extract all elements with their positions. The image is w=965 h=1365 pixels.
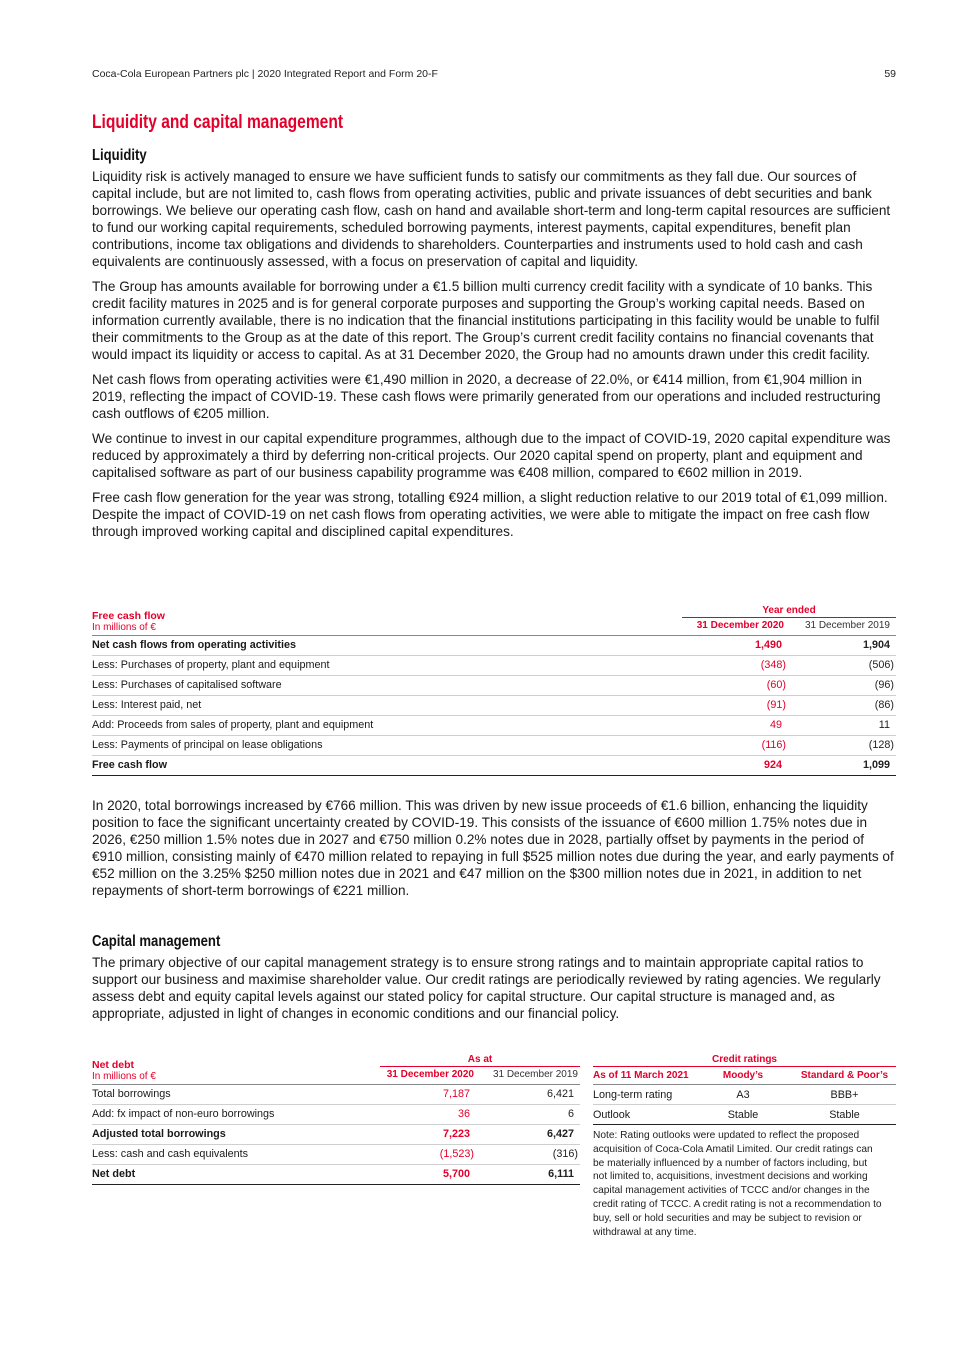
liquidity-paragraph: Liquidity risk is actively managed to ensure we have sufficient funds to satisfy our commitments as they fall due. Our sources of capital include, but are not limited to, cash flows from operating activities, public and private issuances of debt securities and bank borrowings. We believe our operating cash flow, cash on hand and available short-term and long-term capital resources are sufficient to fund our working capital requirements, scheduled borrowing payments, interest payments, capital expenditures, benefit plan contributions, income tax obligations and dividends to shareholders. Counterparties and instruments used to hold cash and cash equivalents are continuously assessed, with a focus on preservation of capital and liquidity. xyxy=(92,169,891,269)
liquidity-heading: Liquidity xyxy=(92,147,147,164)
credit-col-date: As of 11 March 2021 xyxy=(593,1069,689,1081)
fcf-table-title: Free cash flow xyxy=(92,609,165,622)
liquidity-paragraph: The Group has amounts available for borrowing under a €1.5 billion multi currency credit facility with a syndicate of 10 banks. This credit facility matures in 2025 and is for general corporate purposes and supporting the Group’s working capital needs. Based on information currently available, there is no indication that the financial institutions participating in this facility would be unable to fulfil their commitments to the Group as at the date of this report. The Group’s current credit facility contains no financial covenants that would impact its liquidity or access to capital. As at 31 December 2020, the Group had no amounts drawn under this credit facility. xyxy=(92,279,880,362)
net-debt-title: Net debt xyxy=(92,1058,134,1071)
credit-ratings-title: Credit ratings xyxy=(593,1052,896,1067)
table-row: Outlook Stable Stable xyxy=(593,1105,896,1125)
net-debt-col-2020: 31 December 2020 xyxy=(386,1068,474,1080)
table-row: Net debt 5,700 6,111 xyxy=(92,1164,580,1184)
net-debt-period-label: As at xyxy=(380,1052,580,1067)
net-debt-col-2019: 31 December 2019 xyxy=(492,1068,578,1080)
borrowings-section xyxy=(92,797,896,907)
table-row: Adjusted total borrowings 7,223 6,427 xyxy=(92,1124,580,1144)
free-cash-flow-table xyxy=(92,603,896,776)
table-row: Long-term rating A3 BBB+ xyxy=(593,1085,896,1105)
fcf-period-label: Year ended xyxy=(682,603,896,618)
liquidity-section xyxy=(92,147,896,548)
table-row: Total borrowings 7,187 6,421 xyxy=(92,1084,580,1104)
table-row: Net cash flows from operating activities 1,490 1,904 xyxy=(92,635,896,655)
net-debt-unit: In millions of € xyxy=(92,1070,156,1082)
table-row: Less: Interest paid, net (91) (86) xyxy=(92,695,896,715)
borrowings-paragraph: In 2020, total borrowings increased by €766 million. This was driven by new issue proceeds of €1.6 billion, enhancing the liquidity position to face the significant uncertainty created by COVID-19. This consists of the issuance of €600 million 1.75% notes due in 2026, €250 million 1.5% notes due in 2027 and €750 million 0.2% notes due in 2028, partially offset by payments in the period of €910 million, consisting mainly of €470 million related to repaying in full $525 million notes due during the year, and early payments of €52 million on the 3.25% $250 million notes due in 2021 and €47 million on the $300 million notes due in 2021, in addition to net repayments of short-term borrowings of €221 million. xyxy=(92,798,894,898)
table-row: Add: Proceeds from sales of property, plant and equipment 49 11 xyxy=(92,715,896,735)
table-row: Free cash flow 924 1,099 xyxy=(92,755,896,775)
table-row: Less: Payments of principal on lease obligations (116) (128) xyxy=(92,735,896,755)
capital-management-paragraph: The primary objective of our capital management strategy is to ensure strong ratings and to maintain appropriate capital ratios to support our business and maximise shareholder value. Our credit ratings are periodically reviewed by rating agencies. We regularly assess debt and equity capital levels against our stated policy for capital structure. Our capital structure is managed and, as appropriate, adjusted in light of changes in economic conditions and our financial policy. xyxy=(92,955,881,1021)
table-row: Less: Purchases of property, plant and equipment (348) (506) xyxy=(92,655,896,675)
table-row: Add: fx impact of non-euro borrowings 36 6 xyxy=(92,1104,580,1124)
credit-ratings-note: Note: Rating outlooks were updated to reflect the proposed acquisition of Coca-Cola Amatil Limited. Our credit ratings can be materially influenced by a number of factors including, but not limited to, acquisitions, investment decisions and working capital management activities of TCCC and/or changes in the credit rating of TCCC. A credit rating is not a recommendation to buy, sell or hold securities and may be subject to revision or withdrawal at any time. xyxy=(593,1130,882,1238)
credit-col-moodys: Moody’s xyxy=(722,1069,764,1081)
capital-management-section xyxy=(92,933,896,1030)
liquidity-paragraph: Free cash flow generation for the year was strong, totalling €924 million, a slight reduction relative to our 2019 total of €1,099 million. Despite the impact of COVID-19 on net cash flows from operating activities, we were able to mitigate the impact on free cash flow through improved working capital and disciplined capital expenditures. xyxy=(92,490,888,539)
page-number: 59 xyxy=(884,68,896,80)
fcf-table-unit: In millions of € xyxy=(92,621,156,633)
section-title: Liquidity and capital management xyxy=(92,112,344,133)
liquidity-paragraph: Net cash flows from operating activities were €1,490 million in 2020, a decrease of 22.0%, or €414 million, from €1,904 million in 2019, reflecting the impact of COVID-19. These cash flows were primarily generated from our operations and included restructuring cash outflows of €205 million. xyxy=(92,372,881,421)
capital-management-heading: Capital management xyxy=(92,933,221,950)
credit-col-sp: Standard & Poor’s xyxy=(800,1069,889,1081)
running-header xyxy=(92,68,896,80)
fcf-col-2020: 31 December 2020 xyxy=(696,619,784,631)
table-row: Less: Purchases of capitalised software (60) (96) xyxy=(92,675,896,695)
running-title: Coca-Cola European Partners plc | 2020 Integrated Report and Form 20-F xyxy=(92,68,438,80)
fcf-col-2019: 31 December 2019 xyxy=(804,619,890,631)
table-row: Less: cash and cash equivalents (1,523) (316) xyxy=(92,1144,580,1164)
credit-ratings-table xyxy=(593,1052,896,1239)
liquidity-paragraph: We continue to invest in our capital expenditure programmes, although due to the impact of COVID-19, 2020 capital expenditure was reduced by approximately a third by deferring non-critical projects. Our 2020 capital spend on property, plant and equipment and capitalised software as part of our business capability programme was €408 million, compared to €602 million in 2019. xyxy=(92,431,891,480)
net-debt-table xyxy=(92,1052,580,1185)
